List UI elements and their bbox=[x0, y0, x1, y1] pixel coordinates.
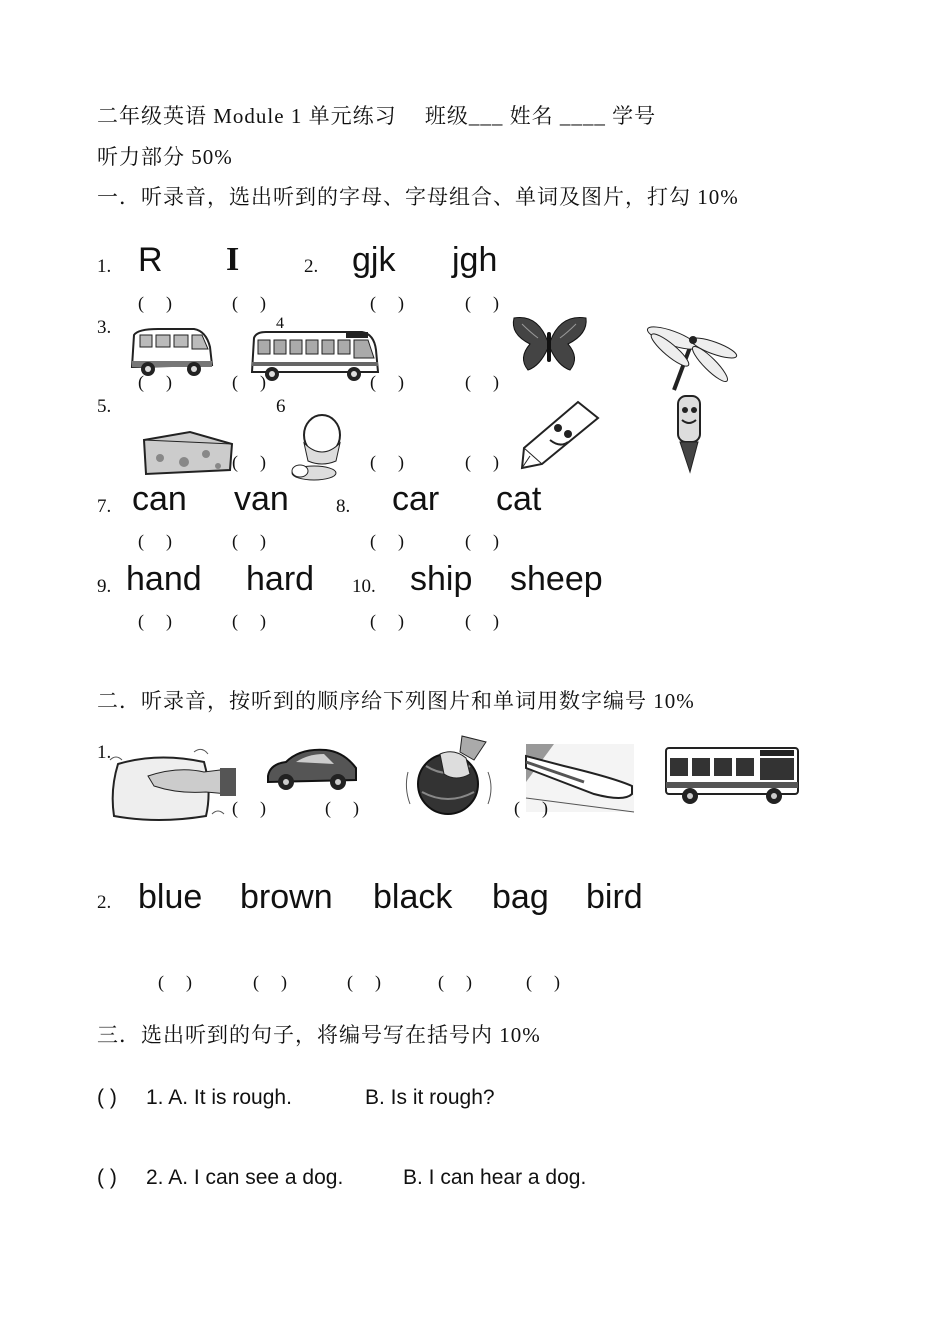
q7-label: 7. bbox=[97, 496, 112, 517]
part1-heading: 一．听录音，选出听到的字母、字母组合、单词及图片，打勾 10% bbox=[97, 185, 739, 209]
answer-blank[interactable]: ( ) bbox=[370, 372, 406, 392]
q2-label: 2. bbox=[304, 256, 319, 277]
q9-option-a: hand bbox=[126, 560, 202, 598]
answer-blank[interactable]: ( ) bbox=[253, 972, 289, 992]
part3-heading: 三．选出听到的句子，将编号写在括号内 10% bbox=[97, 1023, 541, 1047]
q3-label: 3. bbox=[97, 317, 112, 338]
answer-blank[interactable]: ( ) bbox=[138, 293, 174, 313]
q1-option-b: I bbox=[226, 241, 240, 278]
answer-blank[interactable]: ( ) bbox=[232, 452, 268, 472]
pillow-touch-icon bbox=[108, 742, 238, 822]
q8-option-b: cat bbox=[496, 480, 542, 518]
answer-blank[interactable]: ( ) bbox=[370, 293, 406, 313]
sentence-2-blank[interactable]: ( ) bbox=[97, 1166, 117, 1189]
q8-label: 8. bbox=[336, 496, 351, 517]
answer-blank[interactable]: ( ) bbox=[526, 972, 562, 992]
answer-blank[interactable]: ( ) bbox=[465, 372, 501, 392]
car-icon bbox=[264, 744, 360, 794]
sentence-1-blank[interactable]: ( ) bbox=[97, 1086, 117, 1109]
sentence-2-option-b: B. I can hear a dog. bbox=[403, 1166, 587, 1189]
q10-option-a: ship bbox=[410, 560, 473, 598]
answer-blank[interactable]: ( ) bbox=[138, 372, 174, 392]
q9-option-b: hard bbox=[246, 560, 315, 598]
answer-blank[interactable]: ( ) bbox=[232, 611, 268, 631]
q10-option-b: sheep bbox=[510, 560, 603, 598]
answer-blank[interactable]: ( ) bbox=[465, 611, 501, 631]
bus-icon bbox=[250, 328, 380, 384]
butterfly-icon bbox=[508, 314, 590, 374]
word-brown: brown bbox=[240, 878, 333, 916]
city-bus-icon bbox=[664, 744, 800, 808]
word-bird: bird bbox=[586, 878, 643, 916]
q1-option-a: R bbox=[138, 241, 163, 279]
answer-blank[interactable]: ( ) bbox=[158, 972, 194, 992]
answer-blank[interactable]: ( ) bbox=[232, 531, 268, 551]
answer-blank[interactable]: ( ) bbox=[370, 531, 406, 551]
q6-label: 6 bbox=[276, 396, 286, 417]
answer-blank[interactable]: ( ) bbox=[325, 798, 361, 818]
answer-blank[interactable]: ( ) bbox=[514, 798, 550, 818]
pencil-icon bbox=[512, 398, 602, 470]
word-bag: bag bbox=[492, 878, 549, 916]
part2-q2-label: 2. bbox=[97, 892, 112, 913]
answer-blank[interactable]: ( ) bbox=[370, 452, 406, 472]
part2-heading: 二．听录音，按听到的顺序给下列图片和单词用数字编号 10% bbox=[97, 689, 695, 713]
sentence-1-option-b: B. Is it rough? bbox=[365, 1086, 495, 1109]
pen-icon bbox=[668, 392, 708, 476]
q5-label: 5. bbox=[97, 396, 112, 417]
listening-section-label: 听力部分 50% bbox=[97, 145, 233, 169]
sentence-1-option-a: 1. A. It is rough. bbox=[146, 1086, 292, 1109]
ball-hand-icon bbox=[404, 732, 494, 818]
egg-icon bbox=[290, 413, 352, 483]
answer-blank[interactable]: ( ) bbox=[232, 293, 268, 313]
part2-q1-label: 1. bbox=[97, 742, 112, 763]
answer-blank[interactable]: ( ) bbox=[438, 972, 474, 992]
answer-blank[interactable]: ( ) bbox=[138, 531, 174, 551]
answer-blank[interactable]: ( ) bbox=[347, 972, 383, 992]
sentence-2-option-a: 2. A. I can see a dog. bbox=[146, 1166, 344, 1189]
answer-blank[interactable]: ( ) bbox=[232, 372, 268, 392]
word-blue: blue bbox=[138, 878, 203, 916]
answer-blank[interactable]: ( ) bbox=[138, 611, 174, 631]
answer-blank[interactable]: ( ) bbox=[465, 293, 501, 313]
q7-option-a: can bbox=[132, 480, 187, 518]
worksheet-title: 二年级英语 Module 1 单元练习 班级___ 姓名 ____ 学号 bbox=[97, 104, 657, 128]
answer-blank[interactable]: ( ) bbox=[232, 798, 268, 818]
dragonfly-icon bbox=[644, 324, 736, 394]
q2-option-a: gjk bbox=[352, 241, 396, 279]
answer-blank[interactable]: ( ) bbox=[465, 452, 501, 472]
q8-option-a: car bbox=[392, 480, 440, 518]
answer-blank[interactable]: ( ) bbox=[465, 531, 501, 551]
q7-option-b: van bbox=[234, 480, 289, 518]
cheese-icon bbox=[140, 430, 236, 476]
answer-blank[interactable]: ( ) bbox=[370, 611, 406, 631]
q9-label: 9. bbox=[97, 576, 112, 597]
q10-label: 10. bbox=[352, 576, 376, 597]
q2-option-b: jgh bbox=[452, 241, 498, 279]
word-black: black bbox=[373, 878, 453, 916]
q4-label: 4 bbox=[276, 315, 284, 332]
q1-label: 1. bbox=[97, 256, 112, 277]
